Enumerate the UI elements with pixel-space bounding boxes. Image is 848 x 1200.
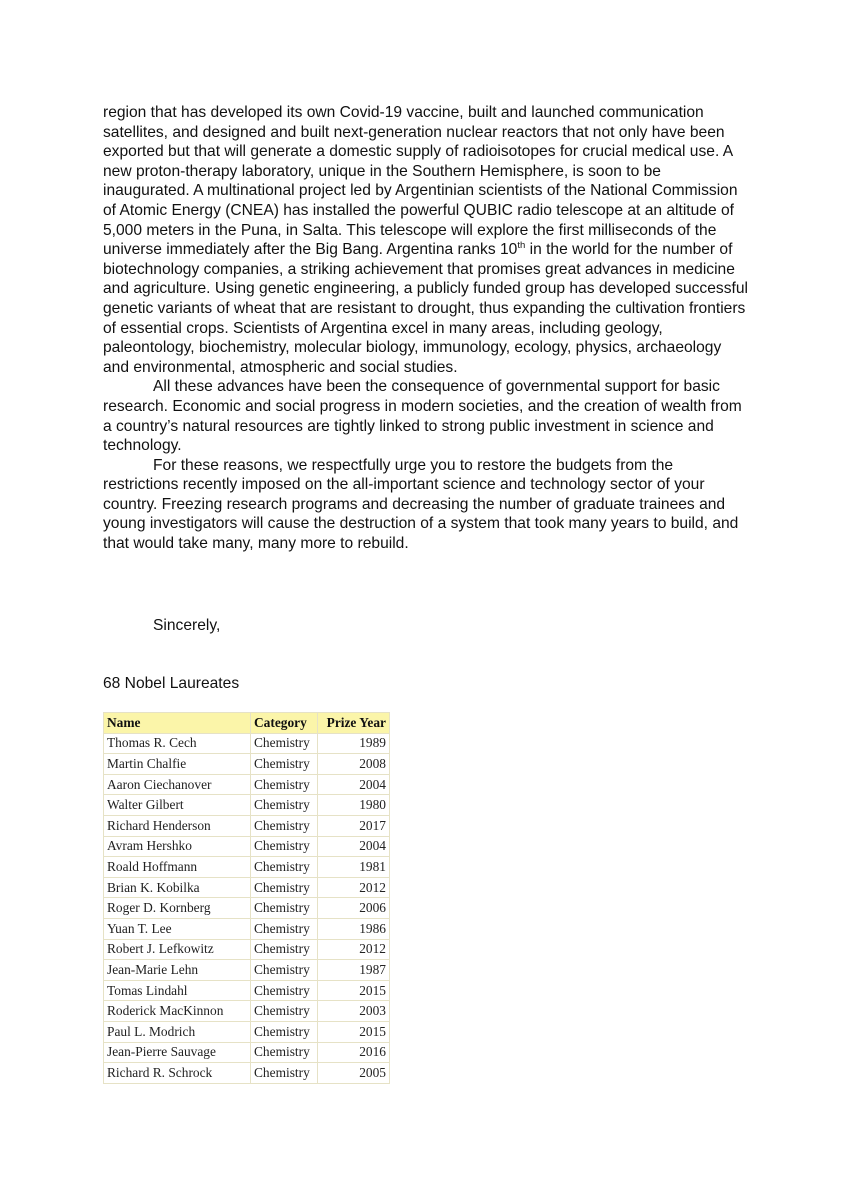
cell-category: Chemistry — [251, 898, 318, 919]
cell-prize-year: 1987 — [318, 960, 390, 981]
superscript-th: th — [517, 240, 526, 252]
cell-name: Thomas R. Cech — [104, 733, 251, 754]
cell-prize-year: 2017 — [318, 815, 390, 836]
cell-name: Walter Gilbert — [104, 795, 251, 816]
table-row — [104, 1042, 390, 1063]
cell-category: Chemistry — [251, 1021, 318, 1042]
paragraph-request: For these reasons, we respectfully urge you to restore the budgets from the restrictions recently imposed on the all-important science and technology sector of your country. Freezing research programs and decreasing the number of graduate trainees and young investigators will cause the destruction of a system that took many years to build, and that would take many, many more to rebuild. — [103, 456, 739, 553]
table-row — [104, 980, 390, 1001]
cell-name: Yuan T. Lee — [104, 918, 251, 939]
cell-prize-year: 1986 — [318, 918, 390, 939]
cell-prize-year: 1980 — [318, 795, 390, 816]
cell-name: Paul L. Modrich — [104, 1021, 251, 1042]
cell-prize-year: 2005 — [318, 1063, 390, 1084]
paragraph-support: All these advances have been the consequence of governmental support for basic research. Economic and social progress in modern societies, and the creation of wealth from a country’s natural resources are tightly linked to strong public investment in science and technology. — [103, 378, 742, 455]
cell-prize-year: 2012 — [318, 877, 390, 898]
cell-category: Chemistry — [251, 1001, 318, 1022]
paragraph-achievements-part-2: in the world for the number of biotechnology companies, a striking achievement that promises great advances in medicine and agriculture. Using genetic engineering, a publicly funded group has developed successful genetic variants of wheat that are resistant to drought, thus expanding the cultivation frontiers of essential crops. Scientists of Argentina excel in many areas, including geology, paleontology, biochemistry, molecular biology, immunology, ecology, physics, archaeology and environmental, atmospheric and social studies. — [103, 241, 748, 376]
cell-name: Roald Hoffmann — [104, 857, 251, 878]
cell-name: Brian K. Kobilka — [104, 877, 251, 898]
cell-prize-year: 2004 — [318, 836, 390, 857]
cell-category: Chemistry — [251, 774, 318, 795]
cell-category: Chemistry — [251, 980, 318, 1001]
cell-name: Aaron Ciechanover — [104, 774, 251, 795]
cell-prize-year: 2015 — [318, 1021, 390, 1042]
cell-category: Chemistry — [251, 939, 318, 960]
cell-prize-year: 2006 — [318, 898, 390, 919]
paragraph-achievements-part-1: region that has developed its own Covid-19 vaccine, built and launched communication satellites, and designed and built next-generation nuclear reactors that not only have been exported but that will generate a domestic supply of radioisotopes for crucial medical use. A new proton-therapy laboratory, unique in the Southern Hemisphere, is soon to be inaugurated. A multinational project led by Argentinian scientists of the National Commission of Atomic Energy (CNEA) has installed the powerful QUBIC radio telescope at an altitude of 5,000 meters in the Puna, in Salta. This telescope will explore the first milliseconds of the universe immediately after the Big Bang. Argentina ranks 10 — [103, 104, 738, 259]
cell-category: Chemistry — [251, 918, 318, 939]
table-row — [104, 815, 390, 836]
table-row — [104, 733, 390, 754]
table-row — [104, 1021, 390, 1042]
cell-prize-year: 2004 — [318, 774, 390, 795]
cell-category: Chemistry — [251, 857, 318, 878]
table-header-row — [104, 713, 390, 734]
cell-prize-year: 2012 — [318, 939, 390, 960]
cell-name: Roger D. Kornberg — [104, 898, 251, 919]
table-row — [104, 1063, 390, 1084]
cell-category: Chemistry — [251, 960, 318, 981]
table-row — [104, 754, 390, 775]
table-row — [104, 1001, 390, 1022]
table-row — [104, 877, 390, 898]
closing-salutation: Sincerely, — [153, 617, 221, 634]
laureates-table — [103, 712, 390, 1084]
column-header-prize-year: Prize Year — [318, 713, 390, 734]
cell-name: Richard Henderson — [104, 815, 251, 836]
cell-name: Martin Chalfie — [104, 754, 251, 775]
table-row — [104, 898, 390, 919]
column-header-category: Category — [251, 713, 318, 734]
table-row — [104, 836, 390, 857]
cell-name: Richard R. Schrock — [104, 1063, 251, 1084]
cell-name: Jean-Marie Lehn — [104, 960, 251, 981]
cell-category: Chemistry — [251, 1063, 318, 1084]
table-row — [104, 795, 390, 816]
cell-name: Jean-Pierre Sauvage — [104, 1042, 251, 1063]
table-row — [104, 960, 390, 981]
cell-name: Tomas Lindahl — [104, 980, 251, 1001]
table-row — [104, 774, 390, 795]
cell-name: Robert J. Lefkowitz — [104, 939, 251, 960]
cell-category: Chemistry — [251, 877, 318, 898]
cell-category: Chemistry — [251, 795, 318, 816]
cell-category: Chemistry — [251, 754, 318, 775]
laureates-heading: 68 Nobel Laureates — [103, 675, 240, 692]
cell-prize-year: 1989 — [318, 733, 390, 754]
cell-prize-year: 2008 — [318, 754, 390, 775]
column-header-name: Name — [104, 713, 251, 734]
cell-category: Chemistry — [251, 836, 318, 857]
paragraph-achievements — [103, 103, 748, 377]
cell-prize-year: 1981 — [318, 857, 390, 878]
table-row — [104, 918, 390, 939]
cell-category: Chemistry — [251, 815, 318, 836]
cell-category: Chemistry — [251, 1042, 318, 1063]
table-row — [104, 939, 390, 960]
letter-body — [103, 103, 748, 554]
cell-name: Avram Hershko — [104, 836, 251, 857]
table-row — [104, 857, 390, 878]
laureates-table-body — [104, 733, 390, 1083]
cell-prize-year: 2015 — [318, 980, 390, 1001]
cell-category: Chemistry — [251, 733, 318, 754]
cell-name: Roderick MacKinnon — [104, 1001, 251, 1022]
cell-prize-year: 2016 — [318, 1042, 390, 1063]
cell-prize-year: 2003 — [318, 1001, 390, 1022]
